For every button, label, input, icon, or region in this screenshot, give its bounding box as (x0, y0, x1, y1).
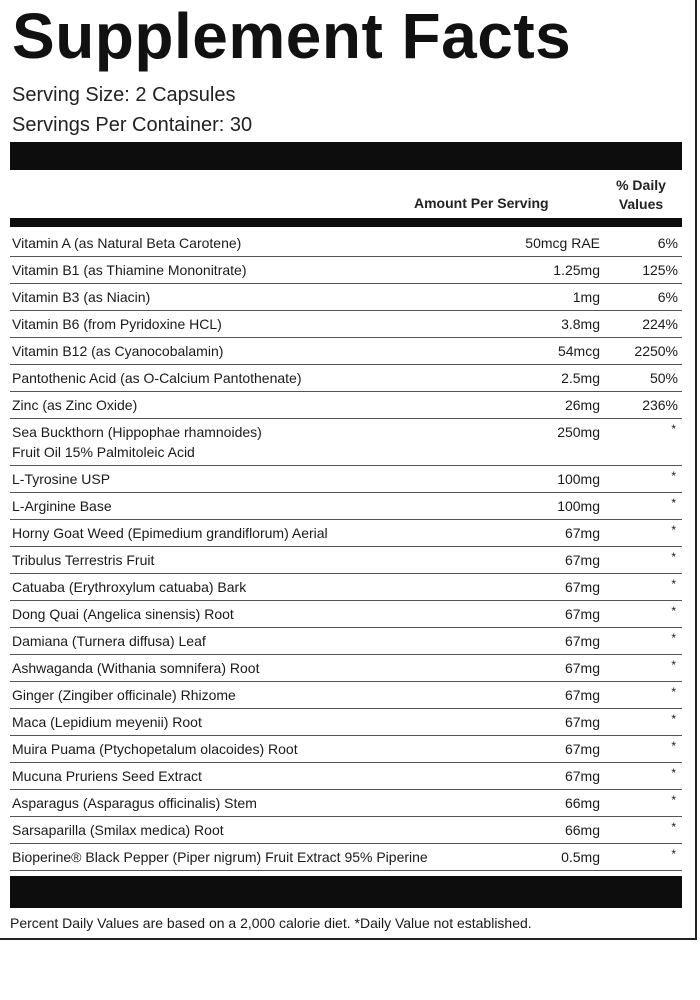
ingredient-amount: 3.8mg (561, 316, 600, 332)
table-row (10, 574, 682, 601)
ingredient-amount: 67mg (564, 525, 600, 541)
ingredient-name: Horny Goat Weed (Epimedium grandiflorum) Aerial (12, 525, 328, 541)
ingredient-name: Muira Puama (Ptychopetalum olacoides) Root (12, 741, 298, 757)
ingredient-amount: 67mg (564, 606, 600, 622)
ingredient-daily-value: * (671, 793, 676, 807)
header-divider-bar (10, 142, 682, 170)
ingredient-name: Pantothenic Acid (as O-Calcium Pantothenate) (12, 370, 302, 386)
ingredient-daily-value: 125% (642, 262, 678, 278)
table-row (10, 763, 682, 790)
table-row (10, 790, 682, 817)
column-header-divider-bar (10, 218, 682, 227)
footnote: Percent Daily Values are based on a 2,000 calorie diet. *Daily Value not established. (10, 915, 532, 931)
ingredient-name: Vitamin A (as Natural Beta Carotene) (12, 235, 242, 251)
servings-per-container: Servings Per Container: 30 (12, 114, 253, 136)
ingredient-amount: 100mg (557, 471, 600, 487)
ingredient-amount: 67mg (564, 768, 600, 784)
ingredient-daily-value: 224% (642, 316, 678, 332)
table-row (10, 601, 682, 628)
table-row (10, 311, 682, 338)
table-row (10, 230, 682, 257)
ingredient-amount: 67mg (564, 633, 600, 649)
table-row (10, 365, 682, 392)
table-row (10, 736, 682, 763)
ingredient-daily-value: * (671, 685, 676, 699)
ingredient-daily-value: * (671, 658, 676, 672)
table-row (10, 844, 682, 871)
daily-values-header-line1: % Daily (616, 177, 666, 193)
amount-per-serving-header: Amount Per Serving (414, 195, 549, 211)
ingredient-amount: 66mg (564, 822, 600, 838)
ingredient-name: Sarsaparilla (Smilax medica) Root (12, 822, 224, 838)
ingredient-daily-value: * (671, 577, 676, 591)
ingredient-amount: 1.25mg (553, 262, 600, 278)
table-row (10, 709, 682, 736)
ingredient-amount: 100mg (557, 498, 600, 514)
ingredient-amount: 66mg (564, 795, 600, 811)
ingredient-name: Dong Quai (Angelica sinensis) Root (12, 606, 234, 622)
ingredient-amount: 250mg (557, 424, 600, 440)
table-row (10, 493, 682, 520)
ingredient-daily-value: 236% (642, 397, 678, 413)
ingredient-daily-value: 6% (657, 235, 678, 251)
ingredient-name: Tribulus Terrestris Fruit (12, 552, 155, 568)
label-bottom-border (0, 938, 697, 940)
ingredient-name: Ginger (Zingiber officinale) Rhizome (12, 687, 236, 703)
ingredient-daily-value: 6% (657, 289, 678, 305)
daily-values-header (604, 176, 678, 214)
ingredient-amount: 26mg (564, 397, 600, 413)
ingredient-amount: 67mg (564, 579, 600, 595)
ingredient-name: L-Tyrosine USP (12, 471, 111, 487)
ingredient-amount: 67mg (564, 741, 600, 757)
ingredient-daily-value: * (671, 847, 676, 861)
daily-values-header-line2: Values (618, 196, 664, 212)
ingredient-daily-value: * (671, 739, 676, 753)
ingredient-amount: 1mg (572, 289, 600, 305)
ingredient-name: Vitamin B1 (as Thiamine Mononitrate) (12, 262, 247, 278)
ingredient-name: Catuaba (Erythroxylum catuaba) Bark (12, 579, 247, 595)
table-row (10, 682, 682, 709)
label-right-border (695, 0, 697, 940)
ingredient-daily-value: * (671, 422, 676, 436)
label-title: Supplement Facts (12, 0, 572, 72)
ingredient-daily-value: * (671, 820, 676, 834)
ingredient-amount: 67mg (564, 660, 600, 676)
ingredient-name: Ashwaganda (Withania somnifera) Root (12, 660, 260, 676)
ingredient-name: Sea Buckthorn (Hippophae rhamnoides) (12, 424, 262, 440)
table-row (10, 655, 682, 682)
ingredient-name: Asparagus (Asparagus officinalis) Stem (12, 795, 257, 811)
table-row (10, 257, 682, 284)
table-row (10, 628, 682, 655)
table-row (10, 419, 682, 466)
table-row (10, 817, 682, 844)
ingredient-daily-value: * (671, 550, 676, 564)
serving-size: Serving Size: 2 Capsules (12, 84, 236, 106)
ingredient-name: Damiana (Turnera diffusa) Leaf (12, 633, 206, 649)
ingredient-daily-value: * (671, 469, 676, 483)
ingredient-name: Zinc (as Zinc Oxide) (12, 397, 138, 413)
ingredient-daily-value: * (671, 631, 676, 645)
ingredient-name: Maca (Lepidium meyenii) Root (12, 714, 202, 730)
ingredient-daily-value: * (671, 604, 676, 618)
ingredient-amount: 67mg (564, 714, 600, 730)
ingredient-daily-value: * (671, 523, 676, 537)
ingredient-amount: 0.5mg (561, 849, 600, 865)
ingredient-name: Vitamin B12 (as Cyanocobalamin) (12, 343, 224, 359)
ingredient-name: Mucuna Pruriens Seed Extract (12, 768, 202, 784)
ingredient-amount: 67mg (564, 687, 600, 703)
ingredient-amount: 54mcg (557, 343, 600, 359)
ingredient-daily-value: * (671, 496, 676, 510)
table-row (10, 338, 682, 365)
footer-divider-bar (10, 876, 682, 908)
ingredient-name-continued: Fruit Oil 15% Palmitoleic Acid (12, 444, 195, 460)
nutrient-table (10, 230, 682, 871)
ingredient-amount: 67mg (564, 552, 600, 568)
ingredient-amount: 50mcg RAE (525, 235, 600, 251)
ingredient-daily-value: 50% (649, 370, 678, 386)
ingredient-daily-value: * (671, 766, 676, 780)
table-row (10, 466, 682, 493)
table-row (10, 547, 682, 574)
table-row (10, 520, 682, 547)
ingredient-name: Bioperine® Black Pepper (Piper nigrum) Fruit Extract 95% Piperine (12, 849, 428, 865)
table-row (10, 392, 682, 419)
ingredient-name: Vitamin B6 (from Pyridoxine HCL) (12, 316, 222, 332)
ingredient-daily-value: 2250% (634, 343, 678, 359)
table-row (10, 284, 682, 311)
ingredient-name: L-Arginine Base (12, 498, 112, 514)
ingredient-daily-value: * (671, 712, 676, 726)
ingredient-amount: 2.5mg (561, 370, 600, 386)
ingredient-name: Vitamin B3 (as Niacin) (12, 289, 151, 305)
